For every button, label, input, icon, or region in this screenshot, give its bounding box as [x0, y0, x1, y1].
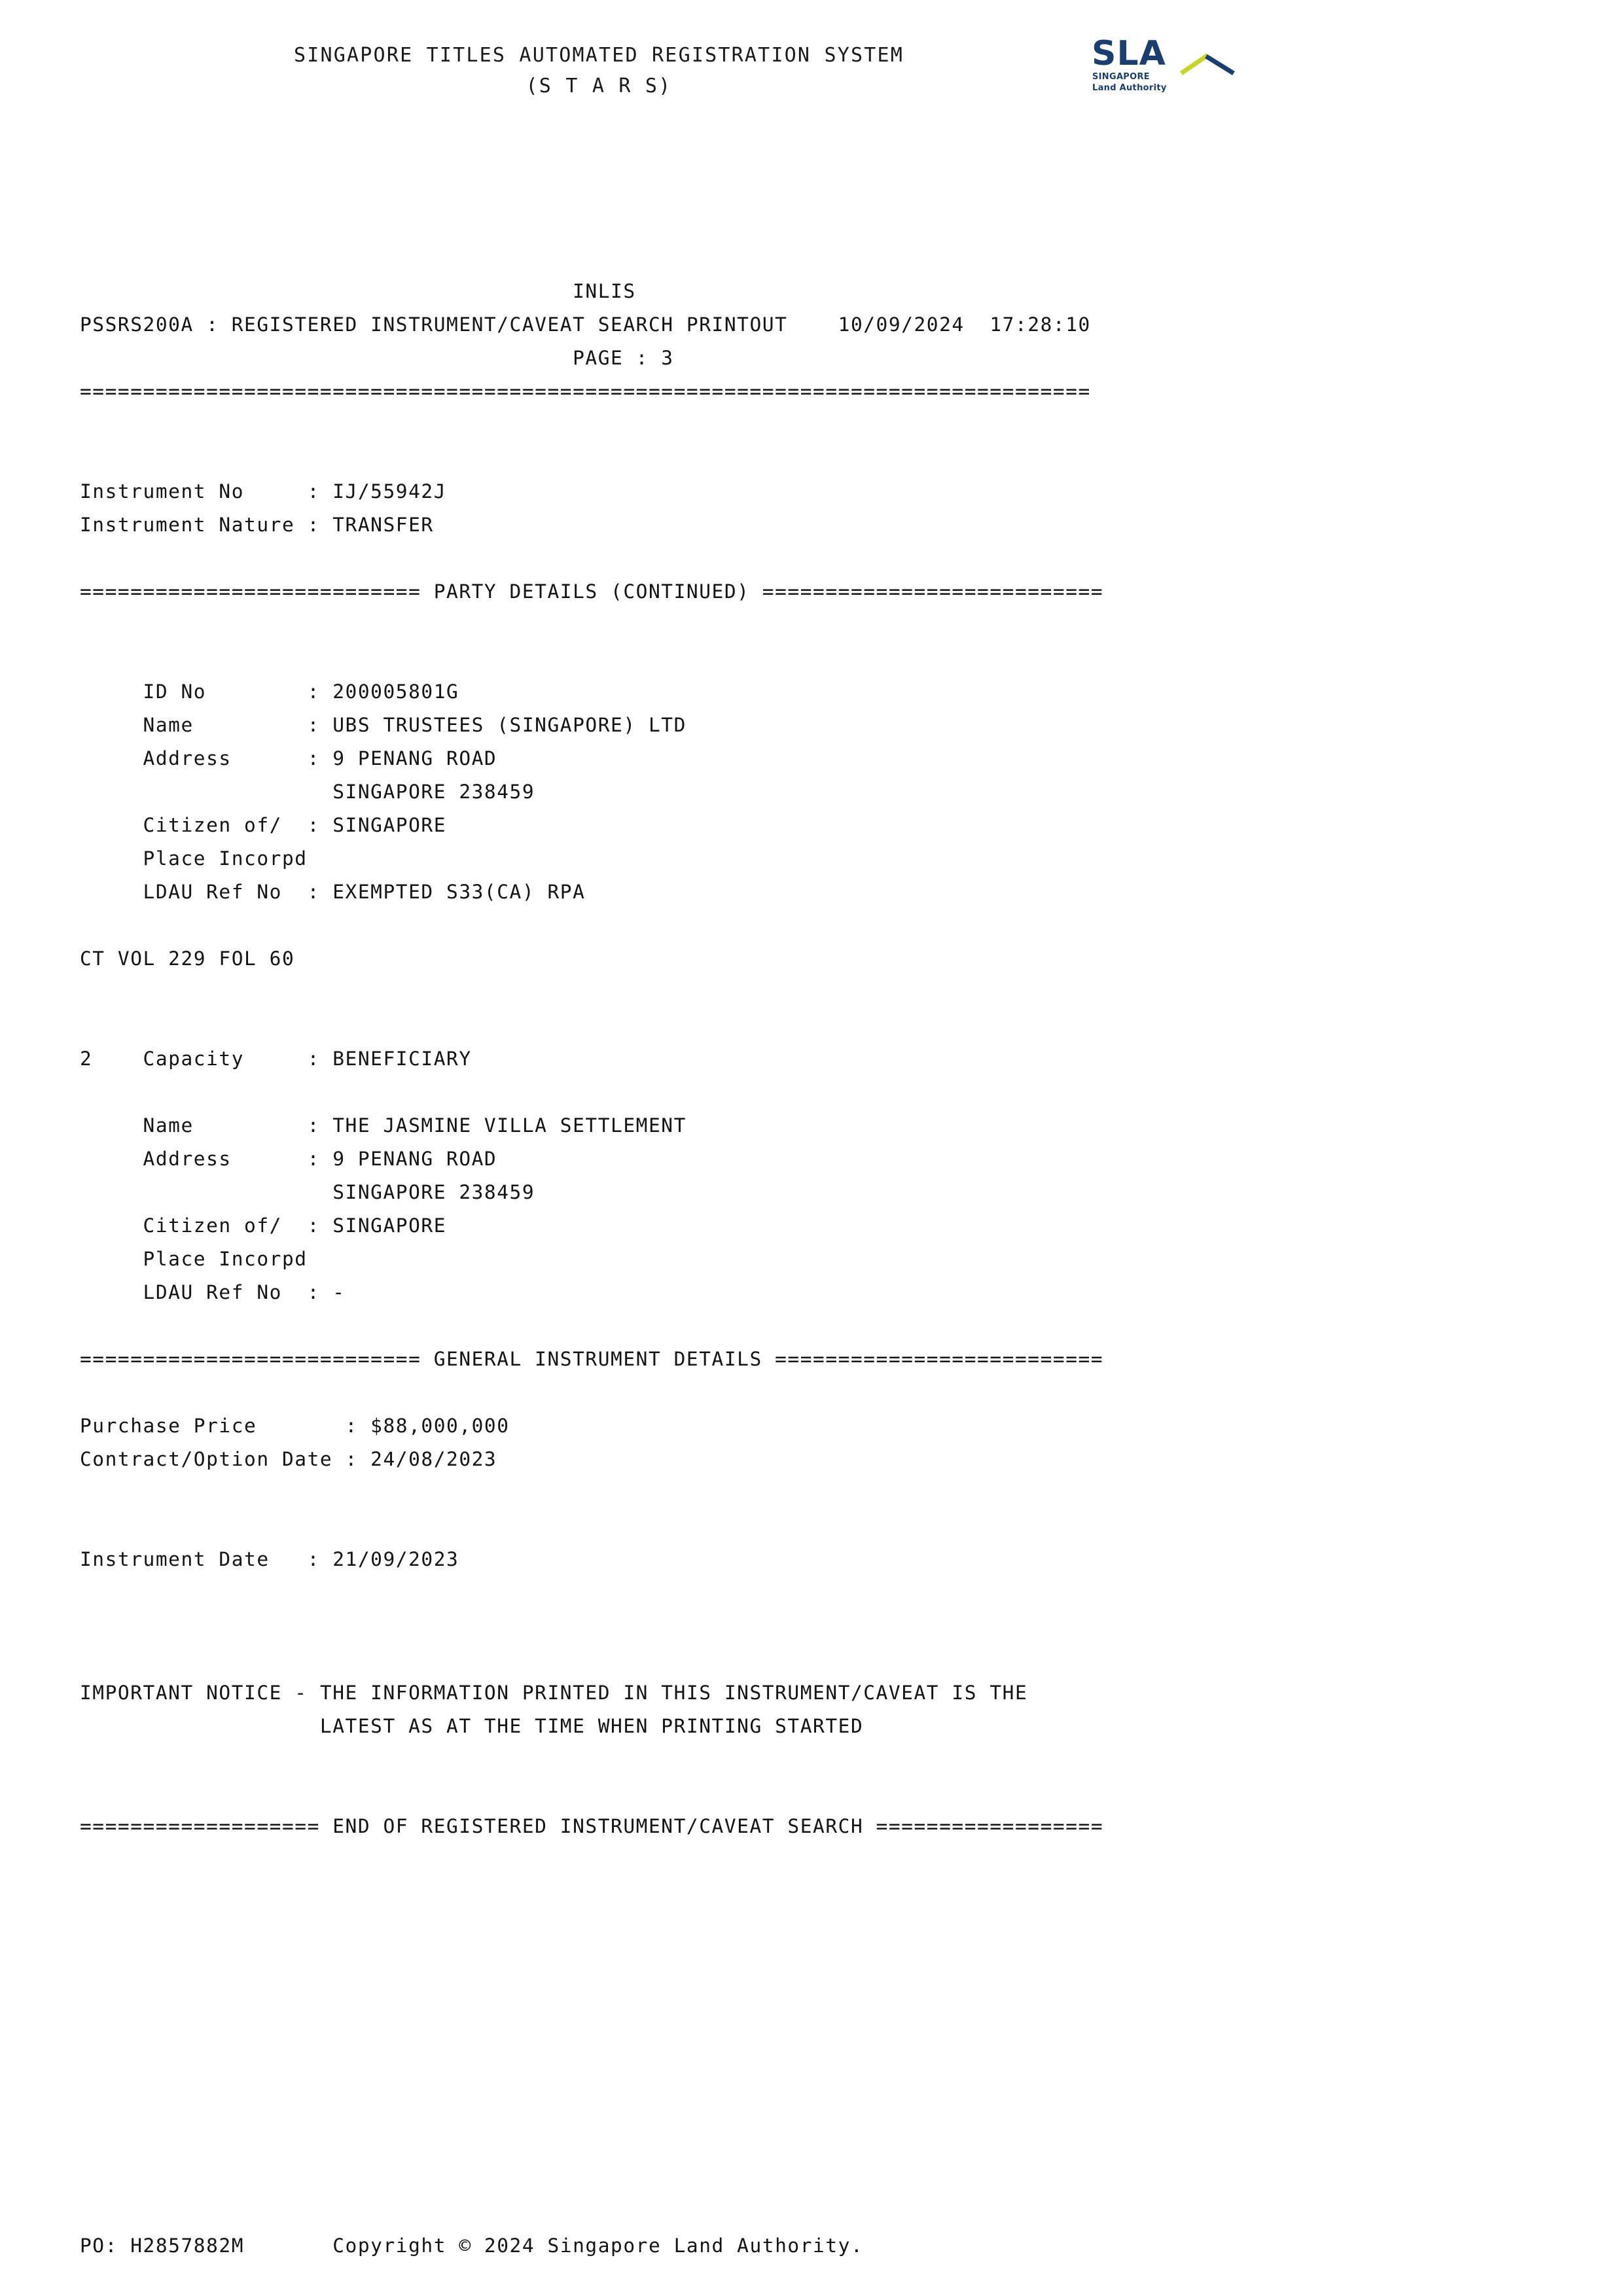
sla-swoosh-icon: [1180, 54, 1235, 76]
page-footer: PO: H2857882M Copyright © 2024 Singapore Land Authority.: [80, 2234, 864, 2257]
report-line: Address : 9 PENANG ROAD: [80, 747, 497, 769]
report-line: INLIS: [80, 280, 636, 302]
report-line: Instrument Date : 21/09/2023: [80, 1548, 459, 1570]
report-blank-line: [80, 1576, 1559, 1610]
report-blank-line: [80, 1376, 1559, 1409]
report-blank-line: [80, 1610, 1559, 1643]
report-blank-line: [80, 1476, 1559, 1510]
report-line: ID No : 200005801G: [80, 680, 459, 703]
report-blank-line: [80, 609, 1559, 642]
report-blank-line: [80, 909, 1559, 942]
sla-logo: [1086, 34, 1237, 106]
report-line: SINGAPORE 238459: [80, 781, 535, 803]
report-line: =========================== PARTY DETAILS (CONTINUED) ===========================: [80, 580, 1104, 603]
report-line: LDAU Ref No : -: [80, 1281, 346, 1303]
report-line: Citizen of/ : SINGAPORE: [80, 1214, 447, 1237]
report-line: Address : 9 PENANG ROAD: [80, 1148, 497, 1170]
report-line: Place Incorpd: [80, 847, 308, 870]
report-line: Contract/Option Date : 24/08/2023: [80, 1448, 497, 1470]
report-line: PSSRS200A : REGISTERED INSTRUMENT/CAVEAT SEARCH PRINTOUT 10/09/2024 17:28:10: [80, 313, 1091, 336]
report-line: Purchase Price : $88,000,000: [80, 1415, 510, 1437]
report-blank-line: [80, 408, 1559, 442]
report-blank-line: [80, 1643, 1559, 1676]
report-blank-line: [80, 442, 1559, 475]
report-line: Place Incorpd: [80, 1248, 308, 1270]
page-title: [0, 41, 1198, 101]
report-line: Instrument Nature : TRANSFER: [80, 514, 434, 536]
report-line: CT VOL 229 FOL 60: [80, 947, 295, 970]
report-blank-line: [80, 642, 1559, 675]
report-line: 2 Capacity : BENEFICIARY: [80, 1048, 472, 1070]
report-blank-line: [80, 976, 1559, 1009]
report-blank-line: [80, 1009, 1559, 1042]
report-line: LDAU Ref No : EXEMPTED S33(CA) RPA: [80, 881, 586, 903]
sla-wordmark: SLA: [1092, 34, 1166, 73]
report-blank-line: [80, 1743, 1559, 1776]
page-title-line1: SINGAPORE TITLES AUTOMATED REGISTRATION SYSTEM: [293, 44, 904, 67]
report-line: IMPORTANT NOTICE - THE INFORMATION PRINTED IN THIS INSTRUMENT/CAVEAT IS THE: [80, 1682, 1028, 1704]
report-body: [80, 275, 1559, 1843]
report-line: =========================== GENERAL INSTRUMENT DETAILS ==========================: [80, 1348, 1104, 1370]
report-blank-line: [80, 1510, 1559, 1543]
report-line: =================== END OF REGISTERED INSTRUMENT/CAVEAT SEARCH ==================: [80, 1815, 1104, 1837]
sla-sub-line2: Land Authority: [1092, 83, 1167, 93]
report-blank-line: [80, 542, 1559, 575]
report-blank-line: [80, 1076, 1559, 1109]
sla-sub-line1: SINGAPORE: [1092, 72, 1150, 82]
report-line: ================================================================================: [80, 380, 1091, 402]
report-blank-line: [80, 1776, 1559, 1810]
report-line: Name : UBS TRUSTEES (SINGAPORE) LTD: [80, 714, 687, 736]
report-line: Instrument No : IJ/55942J: [80, 480, 447, 503]
report-blank-line: [80, 1309, 1559, 1343]
report-line: SINGAPORE 238459: [80, 1181, 535, 1203]
page-title-line2: (S T A R S): [526, 74, 672, 97]
report-line: PAGE : 3: [80, 347, 674, 369]
report-line: LATEST AS AT THE TIME WHEN PRINTING STARTED: [80, 1715, 864, 1737]
report-line: Name : THE JASMINE VILLA SETTLEMENT: [80, 1114, 687, 1137]
report-line: Citizen of/ : SINGAPORE: [80, 814, 447, 836]
